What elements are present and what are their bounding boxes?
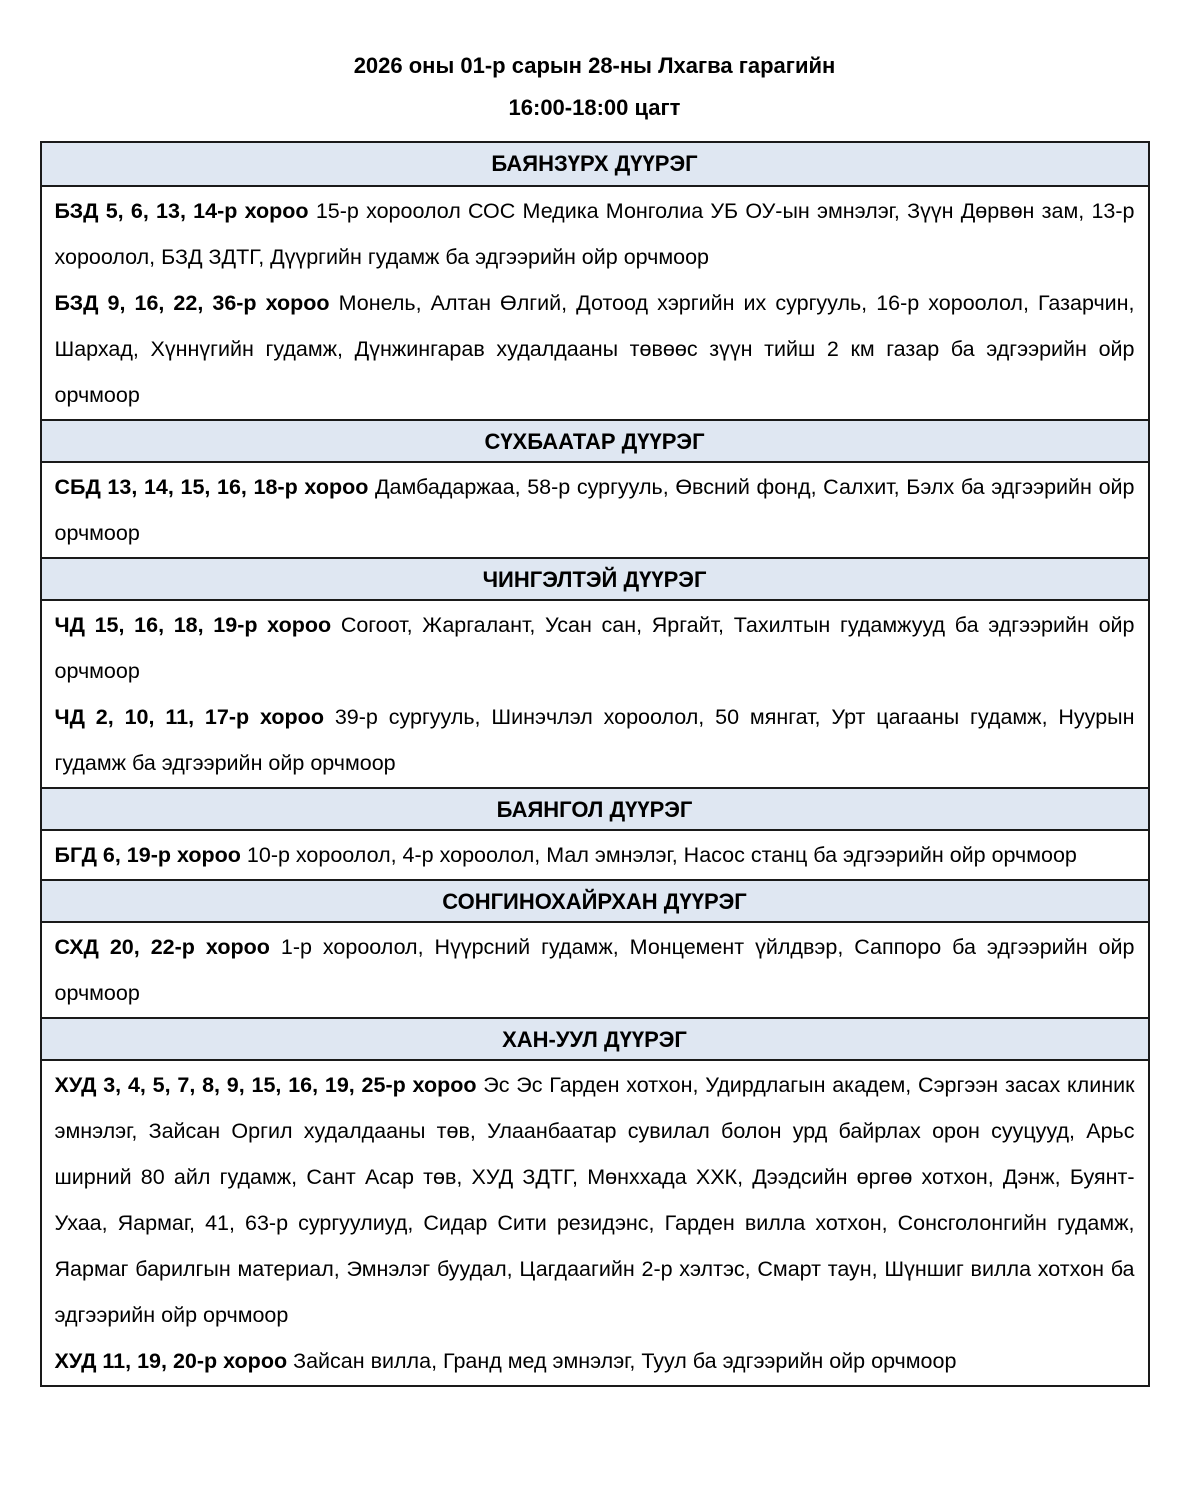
khoroo-list: СБД 13, 14, 15, 16, 18-р хороо: [54, 475, 369, 499]
section-body-bayanzurkh: [42, 187, 1148, 419]
section-header-sukhbaatar: СҮХБААТАР ДҮҮРЭГ: [42, 419, 1148, 463]
outage-entry: [55, 188, 1135, 280]
title-date: 2026 оны 01-р сарын 28-ны Лхагва гарагийн: [353, 53, 836, 78]
outage-entry: [55, 280, 1135, 418]
section-header-chingeltei: ЧИНГЭЛТЭЙ ДҮҮРЭГ: [42, 557, 1148, 601]
area-list: Согоот, Жаргалант, Усан сан, Яргайт, Тахилтын гудамжууд ба эдгээрийн ойр орчмоор: [54, 613, 1135, 683]
outage-entry: [55, 832, 1135, 878]
section-header-bayanzurkh: БАЯНЗҮРХ ДҮҮРЭГ: [42, 143, 1148, 187]
khoroo-list: БГД 6, 19-р хороо: [54, 843, 241, 867]
khoroo-list: БЗД 9, 16, 22, 36-р хороо: [54, 291, 330, 315]
khoroo-list: ХУД 3, 4, 5, 7, 8, 9, 15, 16, 19, 25-р хороо: [54, 1073, 477, 1097]
outage-entry: [55, 694, 1135, 786]
khoroo-list: ХУД 11, 19, 20-р хороо: [54, 1349, 288, 1373]
area-list: 15-р хороолол СОС Медика Монголиа УБ ОУ-ын эмнэлэг, Зүүн Дөрвөн зам, 13-р хороолол, БЗД ЗДТГ, Дүүргийн гудамж ба эдгээрийн ойр орчмоор: [54, 199, 1135, 269]
outage-entry: [55, 464, 1135, 556]
area-list: 10-р хороолол, 4-р хороолол, Мал эмнэлэг, Насос станц ба эдгээрийн ойр орчмоор: [246, 843, 1077, 867]
title-time-range: 16:00-18:00 цагт: [508, 95, 681, 120]
area-list: Эс Эс Гарден хотхон, Удирдлагын академ, Сэргээн засах клиник эмнэлэг, Зайсан Оргил худалдааны төв, Улаанбаатар сувилал болон урд байрлах орон сууцууд, Арьс ширний 80 айл гудамж, Сант Асар төв, ХУД ЗДТГ, Мөнххада ХХК, Дээдсийн өргөө хотхон, Дэнж, Буянт-Ухаа, Яармаг, 41, 63-р сургуулиуд, Сидар Сити резидэнс, Гарден вилла хотхон, Сонсголонгийн гудамж, Яармаг барилгын материал, Эмнэлэг буудал, Цагдаагийн 2-р хэлтэс, Смарт таун, Шүншиг вилла хотхон ба эдгээрийн ойр орчмоор: [54, 1073, 1135, 1327]
khoroo-list: ЧД 2, 10, 11, 17-р хороо: [54, 705, 324, 729]
outage-entry: [55, 1062, 1135, 1338]
section-body-bayangol: [42, 831, 1148, 879]
khoroo-list: ЧД 15, 16, 18, 19-р хороо: [54, 613, 332, 637]
page-title: [0, 0, 1189, 124]
outage-entry: [55, 1338, 1135, 1384]
section-body-sukhbaatar: [42, 463, 1148, 557]
section-header-bayangol: БАЯНГОЛ ДҮҮРЭГ: [42, 787, 1148, 831]
outage-entry: [55, 602, 1135, 694]
outage-table: [40, 141, 1150, 1387]
section-body-chingeltei: [42, 601, 1148, 787]
outage-entry: [55, 924, 1135, 1016]
khoroo-list: БЗД 5, 6, 13, 14-р хороо: [54, 199, 309, 223]
area-list: Зайсан вилла, Гранд мед эмнэлэг, Туул ба эдгээрийн ойр орчмоор: [293, 1349, 957, 1373]
section-header-khan-uul: ХАН-УУЛ ДҮҮРЭГ: [42, 1017, 1148, 1061]
khoroo-list: СХД 20, 22-р хороо: [54, 935, 270, 959]
area-list: Дамбадаржаа, 58-р сургууль, Өвсний фонд, Салхит, Бэлх ба эдгээрийн ойр орчмоор: [54, 475, 1135, 545]
area-list: 39-р сургууль, Шинэчлэл хороолол, 50 мянгат, Урт цагааны гудамж, Нуурын гудамж ба эдгээрийн ойр орчмоор: [54, 705, 1135, 775]
section-header-songinokhairkhan: СОНГИНОХАЙРХАН ДҮҮРЭГ: [42, 879, 1148, 923]
section-body-khan-uul: [42, 1061, 1148, 1385]
area-list: 1-р хороолол, Нүүрсний гудамж, Монцемент үйлдвэр, Саппоро ба эдгээрийн ойр орчмоор: [54, 935, 1135, 1005]
area-list: Монель, Алтан Өлгий, Дотоод хэргийн их сургууль, 16-р хороолол, Газарчин, Шархад, Хүннүгийн гудамж, Дүнжингарав худалдааны төвөөс зүүн тийш 2 км газар ба эдгээрийн ойр орчмоор: [54, 291, 1135, 407]
section-body-songinokhairkhan: [42, 923, 1148, 1017]
